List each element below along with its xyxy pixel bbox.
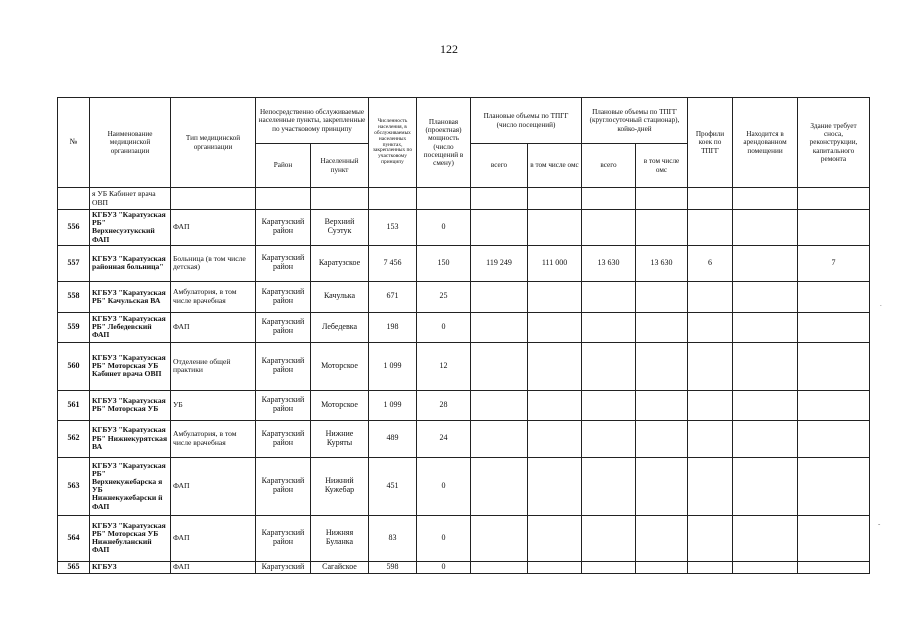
cell-rented (733, 457, 798, 515)
cell-settlement: Моторское (311, 390, 369, 420)
cell-hosp-oms (636, 342, 688, 390)
cell-tpgg-total (471, 210, 528, 246)
cell-building (798, 281, 870, 312)
cell-capacity: 0 (417, 312, 471, 342)
cell-hosp-total (582, 420, 636, 457)
cell-no: 558 (58, 281, 90, 312)
cell-settlement: Лебедевка (311, 312, 369, 342)
cell-tpgg-oms: 111 000 (528, 245, 582, 281)
cell-capacity: 0 (417, 210, 471, 246)
cell-district: Каратузский район (256, 342, 311, 390)
cell-no: 561 (58, 390, 90, 420)
cell-name: КГБУЗ "Каратузская РБ" Моторская УБ Нижнебуланский ФАП (90, 515, 171, 561)
cell-capacity: 12 (417, 342, 471, 390)
header-org-name: Наименование медицинской организации (90, 98, 171, 188)
cell-district: Каратузский район (256, 390, 311, 420)
cell-settlement: Нижние Куряты (311, 420, 369, 457)
cell-no: 556 (58, 210, 90, 246)
cell-rented (733, 515, 798, 561)
header-hosp-group: Плановые объемы по ТПГГ (круглосуточный стационар), койко-дней (582, 98, 688, 144)
header-hosp-total: всего (582, 144, 636, 188)
cell-settlement: Каратузское (311, 245, 369, 281)
cell-tpgg-total (471, 312, 528, 342)
header-building: Здание требует сноса, реконструкции, капитального ремонта (798, 98, 870, 188)
cell-no: 557 (58, 245, 90, 281)
header-no: № (58, 98, 90, 188)
cell-hosp-total (582, 515, 636, 561)
cell-type: УБ (171, 390, 256, 420)
cell-settlement: Нижняя Буланка (311, 515, 369, 561)
cell-name: КГБУЗ "Каратузская РБ" Верхнесуэтукский ФАП (90, 210, 171, 246)
cell-capacity: 150 (417, 245, 471, 281)
cell-profiles (688, 390, 733, 420)
header-org-type: Тип медицинской организации (171, 98, 256, 188)
cell-profiles (688, 342, 733, 390)
cell-name: КГБУЗ "Каратузская РБ" Нижнекурятская ВА (90, 420, 171, 457)
cell-tpgg-oms (528, 420, 582, 457)
cell-no: 559 (58, 312, 90, 342)
cell-type: ФАП (171, 210, 256, 246)
cell-district: Каратузский район (256, 210, 311, 246)
cell-name: КГБУЗ (90, 561, 171, 573)
header-population: Численность населения, в обслуживаемых населенных пунктах, закрепленных по участковому принципу (369, 98, 417, 188)
table-row (58, 312, 870, 342)
cell-rented (733, 561, 798, 573)
cell-population: 1 099 (369, 342, 417, 390)
header-tpgg-group: Плановые объемы по ТПГГ (число посещений) (471, 98, 582, 144)
cell-tpgg-total (471, 420, 528, 457)
header-rented: Находится в арендованном помещении (733, 98, 798, 188)
cell-profiles (688, 281, 733, 312)
cell-population: 489 (369, 420, 417, 457)
header-tpgg-total: всего (471, 144, 528, 188)
cell-hosp-total (582, 390, 636, 420)
cell-building (798, 390, 870, 420)
cell-district: Каратузский район (256, 420, 311, 457)
cell-capacity: 0 (417, 561, 471, 573)
scan-speck: . (880, 300, 882, 308)
cell-type: ФАП (171, 312, 256, 342)
cell-name: КГБУЗ "Каратузская районная больница" (90, 245, 171, 281)
cell-tpgg-total (471, 561, 528, 573)
cell-capacity: 25 (417, 281, 471, 312)
cell-tpgg-oms (528, 561, 582, 573)
header-attached-group: Непосредственно обслуживаемые населенные пункты, закрепленные по участковому принципу (256, 98, 369, 144)
table-row-continuation (58, 188, 870, 210)
cell-hosp-total (582, 457, 636, 515)
cell-population: 598 (369, 561, 417, 573)
cell-settlement: Верхний Суэтук (311, 210, 369, 246)
cell-rented (733, 312, 798, 342)
cell-hosp-total (582, 281, 636, 312)
cell-building (798, 312, 870, 342)
cell-tpgg-oms (528, 281, 582, 312)
cell-district: Каратузский район (256, 281, 311, 312)
table-row (58, 561, 870, 573)
cell-hosp-total (582, 210, 636, 246)
table-row (58, 515, 870, 561)
cell-profiles (688, 312, 733, 342)
cell-rented (733, 210, 798, 246)
cell-type: Отделение общей практики (171, 342, 256, 390)
cell-type: ФАП (171, 457, 256, 515)
cell-hosp-oms (636, 420, 688, 457)
cell-hosp-oms (636, 515, 688, 561)
cell-type: Больница (в том числе детская) (171, 245, 256, 281)
table-row (58, 281, 870, 312)
cell-profiles (688, 457, 733, 515)
cell-capacity: 0 (417, 515, 471, 561)
cell-rented (733, 281, 798, 312)
header-hosp-oms: в том числе омс (636, 144, 688, 188)
cell-profiles (688, 420, 733, 457)
header-capacity: Плановая (проектная) мощность (число посещений в смену) (417, 98, 471, 188)
cell-settlement: Сагайское (311, 561, 369, 573)
cell-building (798, 457, 870, 515)
cell-population: 451 (369, 457, 417, 515)
scan-speck: - (878, 520, 881, 528)
cell-profiles: 6 (688, 245, 733, 281)
cell-name: КГБУЗ "Каратузская РБ" Моторская УБ Кабинет врача ОВП (90, 342, 171, 390)
cell-population: 7 456 (369, 245, 417, 281)
cell-tpgg-oms (528, 457, 582, 515)
cell-population: 671 (369, 281, 417, 312)
cell-hosp-oms (636, 390, 688, 420)
table-row (58, 420, 870, 457)
cell-capacity: 28 (417, 390, 471, 420)
header-district: Район (256, 144, 311, 188)
header-tpgg-oms: в том числе омс (528, 144, 582, 188)
cell-tpgg-oms (528, 210, 582, 246)
cell-name: КГБУЗ "Каратузская РБ" Моторская УБ (90, 390, 171, 420)
cell-no: 560 (58, 342, 90, 390)
cell-settlement: Нижний Кужебар (311, 457, 369, 515)
cell-no: 563 (58, 457, 90, 515)
cell-district: Каратузский район (256, 515, 311, 561)
cell-profiles (688, 561, 733, 573)
cell-rented (733, 390, 798, 420)
cell-hosp-oms (636, 281, 688, 312)
cell-type: ФАП (171, 515, 256, 561)
table-row (58, 342, 870, 390)
cell-building (798, 210, 870, 246)
cell-building (798, 342, 870, 390)
table-row (58, 245, 870, 281)
cell-tpgg-oms (528, 390, 582, 420)
cell-population: 1 099 (369, 390, 417, 420)
cell-type: Амбулатория, в том числе врачебная (171, 281, 256, 312)
cell-type: ФАП (171, 561, 256, 573)
cell-tpgg-oms (528, 312, 582, 342)
cell-district: Каратузский район (256, 457, 311, 515)
cell-rented (733, 342, 798, 390)
cell-capacity: 0 (417, 457, 471, 515)
cell-building (798, 420, 870, 457)
table-row (58, 457, 870, 515)
cell-hosp-total: 13 630 (582, 245, 636, 281)
cell-name: КГБУЗ "Каратузская РБ" Верхнекужебарска я УБ Нижнекужебарски й ФАП (90, 457, 171, 515)
cell-district: Каратузский район (256, 245, 311, 281)
cell-hosp-total (582, 561, 636, 573)
cell-district: Каратузский район (256, 312, 311, 342)
cell-no: 565 (58, 561, 90, 573)
cell-hosp-oms (636, 210, 688, 246)
cell-rented (733, 245, 798, 281)
page-number: 122 (440, 42, 458, 56)
cell-building (798, 561, 870, 573)
cell-building: 7 (798, 245, 870, 281)
cell-rented (733, 420, 798, 457)
cell-name: КГБУЗ "Каратузская РБ" Лебедевский ФАП (90, 312, 171, 342)
cell-tpgg-oms (528, 515, 582, 561)
cell-name: КГБУЗ "Каратузская РБ" Качульская ВА (90, 281, 171, 312)
cell-profiles (688, 515, 733, 561)
cell-hosp-total (582, 342, 636, 390)
cell-no: 564 (58, 515, 90, 561)
cell-hosp-oms (636, 312, 688, 342)
cell-profiles (688, 210, 733, 246)
cell-settlement: Моторское (311, 342, 369, 390)
table-row (58, 390, 870, 420)
cell-population: 198 (369, 312, 417, 342)
cell-tpgg-total (471, 390, 528, 420)
header-profiles: Профили коек по ТПГГ (688, 98, 733, 188)
cell-district: Каратузский (256, 561, 311, 573)
facilities-table (57, 97, 870, 574)
cell-tpgg-total (471, 342, 528, 390)
cell-hosp-oms (636, 457, 688, 515)
cell-capacity: 24 (417, 420, 471, 457)
cell-no: 562 (58, 420, 90, 457)
cell-tpgg-total: 119 249 (471, 245, 528, 281)
cell-hosp-oms: 13 630 (636, 245, 688, 281)
cell-population: 83 (369, 515, 417, 561)
table-row (58, 210, 870, 246)
cell-tpgg-oms (528, 342, 582, 390)
header-settlement: Населенный пункт (311, 144, 369, 188)
cell-tpgg-total (471, 281, 528, 312)
org-name-cell: я УБ Кабинет врача ОВП (90, 188, 171, 210)
cell-tpgg-total (471, 457, 528, 515)
cell-population: 153 (369, 210, 417, 246)
cell-hosp-oms (636, 561, 688, 573)
cell-building (798, 515, 870, 561)
cell-settlement: Качулька (311, 281, 369, 312)
cell-hosp-total (582, 312, 636, 342)
cell-type: Амбулатория, в том числе врачебная (171, 420, 256, 457)
cell-tpgg-total (471, 515, 528, 561)
